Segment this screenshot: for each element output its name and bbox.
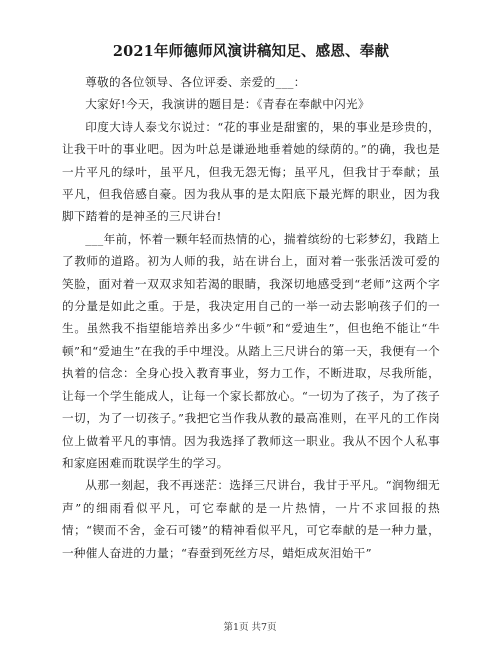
page-number-footer: 第1页 共7页 <box>223 622 277 633</box>
document-title: 2021年师德师风演讲稿知足、感恩、奉献 <box>112 43 390 60</box>
paragraph-greeting: 大家好!今天，我演讲的题目是：《青春在奉献中闪光》 <box>85 97 370 112</box>
paragraph-tagore-quote: 印度大诗人泰戈尔说过：“花的事业是甜蜜的，果的事业是珍贵的，让我干叶的事业吧。因为叶总是谦逊地垂着她的绿荫的。”的确，我也是一片平凡的绿叶，虽平凡，但我无怨无悔；虽平凡，但我甘于奉献；虽平凡，但我倍感自豪。因为我从事的是太阳底下最光辉的职业，因为我脚下踏着的是神圣的三尺讲台! <box>62 119 440 224</box>
paragraph-from-that-moment: 从那一刻起，我不再迷茫：选择三尺讲台，我甘于平凡。“润物细无声”的细雨看似平凡，可它奉献的是一片热情，一片不求回报的热情；“锲而不舍，金石可镂”的精神看似平凡，可它奉献的是一种力量，一种催人奋进的力量；“春蚕到死丝方尽，蜡炬成灰泪始干” <box>62 478 440 560</box>
paragraph-salutation: 尊敬的各位领导、各位评委、亲爱的___： <box>85 75 306 89</box>
paragraph-teaching-path: ___年前，怀着一颗年轻而热情的心，揣着缤纷的七彩梦幻，我踏上了教师的道路。初为人师的我，站在讲台上，面对着一张张活泼可爱的笑脸，面对着一双双求知若渴的眼睛，我深切地感受到“老师”这两个字的分量是如此之重。于是，我决定用自己的一举一动去影响孩子们的一生。虽然我不指望能培养出多少“牛顿”和“爱迪生”，但也绝不能让“牛顿”和“爱迪生”在我的手中埋没。从踏上三尺讲台的第一天，我便有一个执着的信念：全身心投入教育事业，努力工作，不断进取，尽我所能，让每一个学生能成人，让每一个家长都放心。“一切为了孩子，为了孩子一切，为了一切孩子。”我把它当作我从教的最高准则，在平凡的工作岗位上做着平凡的事情。因为我选择了教师这一职业。我从不因个人私事和家庭困难而耽误学生的学习。 <box>62 231 440 470</box>
